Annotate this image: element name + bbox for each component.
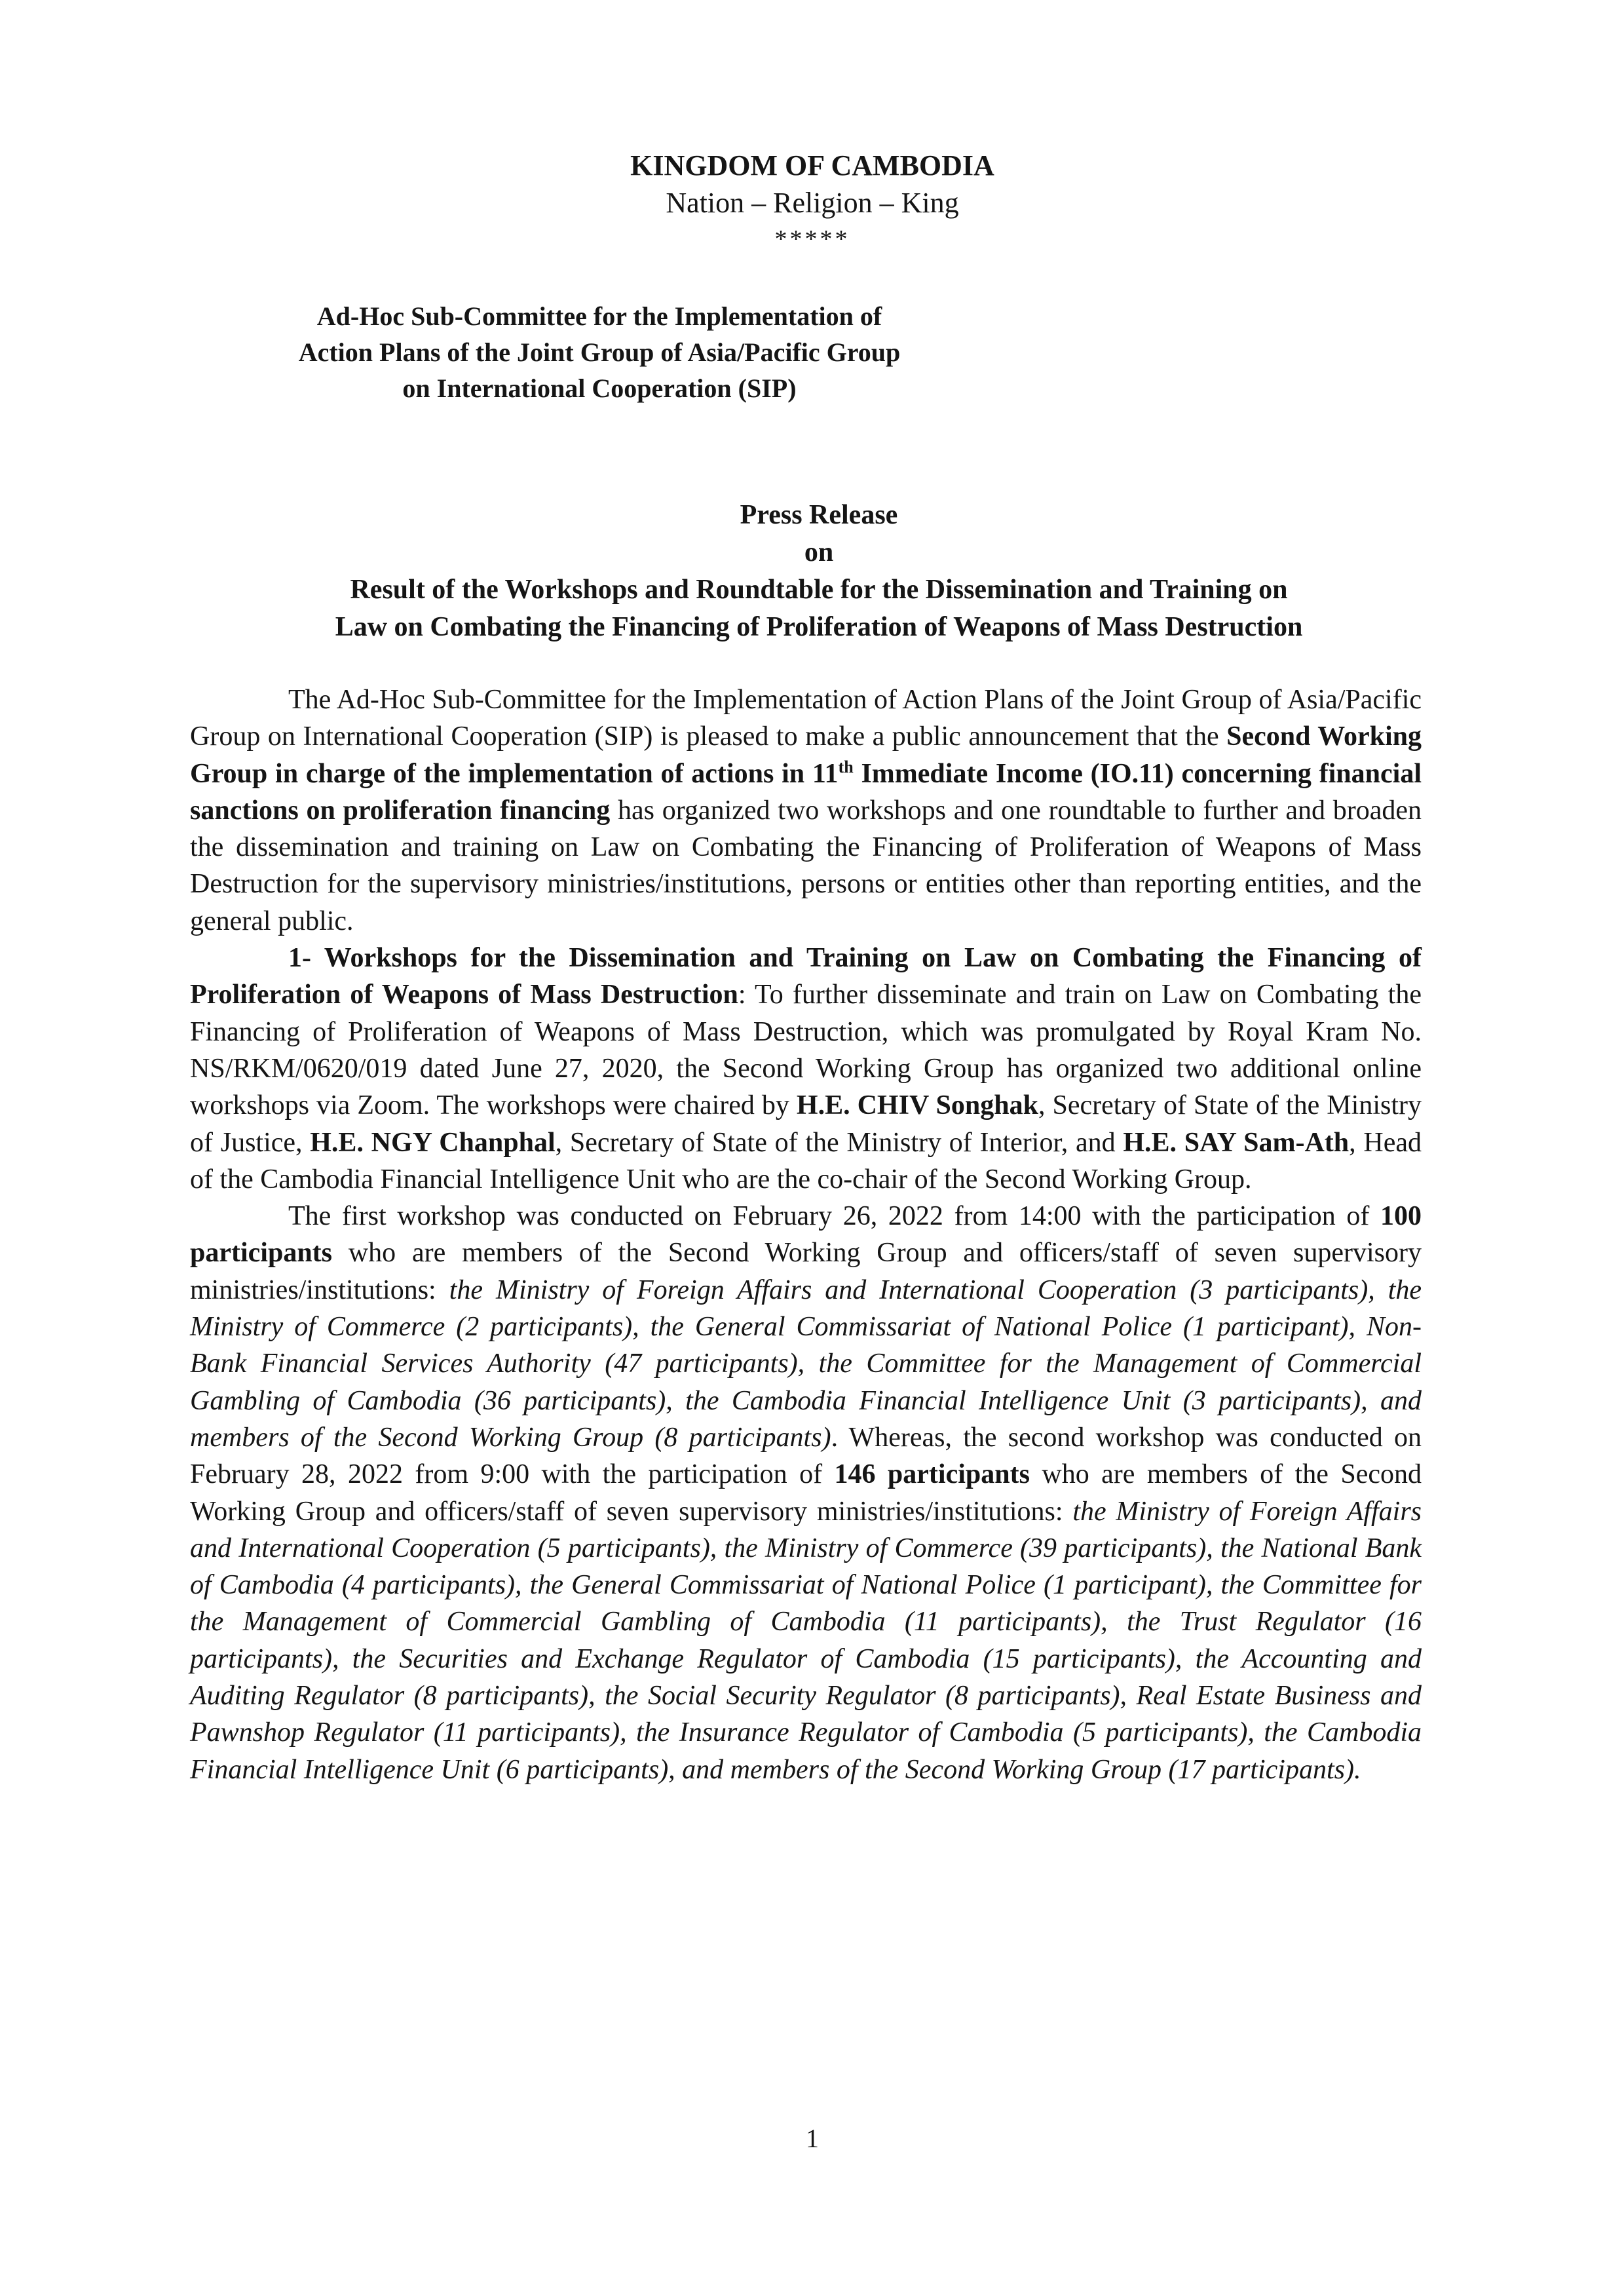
second-workshop-participants-list: the Ministry of Foreign Affairs and International Cooperation (5 participants), the Ministry of Commerce (39 participants), the National Bank of Cambodia (4 participants), the General Commissariat of National Police (1 participant), the Committee for the Management of Commercial Gambling of Cambodia (11 participants), the Trust Regulator (16 participants), the Securities and Exchange Regulator of Cambodia (15 participants), the Accounting and Auditing Regulator (8 participants), the Social Security Regulator (8 participants), Real Estate Business and Pawnshop Regulator (11 participants), the Insurance Regulator of Cambodia (5 participants), the Cambodia Financial Intelligence Unit (6 participants), and members of the Second Working Group (17 participants).: [190, 1496, 1422, 1785]
document-body: [190, 681, 1422, 1788]
header-separator: *****: [774, 225, 850, 253]
page-number: 1: [806, 2124, 819, 2153]
committee-line-3: on International Cooperation (SIP): [402, 373, 797, 403]
first-workshop-text: The first workshop was conducted on February 26, 2022 from 14:00 with the participation of: [288, 1201, 1380, 1232]
intro-paragraph: [190, 681, 1422, 940]
issuing-committee: [197, 298, 1002, 406]
second-workshop-text-2: who are members of the Second Working Group and officers/staff of seven supervisory ministries/institutions:: [190, 1459, 1422, 1527]
press-release-title-block: [164, 497, 1474, 646]
workshops-paragraph: [190, 1198, 1422, 1788]
document-header: [419, 147, 1205, 256]
press-release-subject-line-1: Result of the Workshops and Roundtable for the Dissemination and Training on: [350, 575, 1288, 605]
chair-1-role: , Secretary of State of the Ministry of Justice,: [190, 1090, 1422, 1158]
press-release-on: on: [804, 537, 834, 567]
intro-bold-2: Immediate Income (IO.11) concerning financial sanctions on proliferation financing: [190, 758, 1422, 826]
section-1-text: : To further disseminate and train on Law on Combating the Financing of Proliferation of Weapons of Mass Destruction, which was promulgated by Royal Kram No. NS/RKM/0620/019 dated June 27, 2020, the Second Working Group has organized two additional online workshops via Zoom. The workshops were chaired by: [190, 980, 1422, 1121]
chair-3-name: H.E. SAY Sam-Ath: [1123, 1127, 1350, 1158]
intro-text-2: has organized two workshops and one roundtable to further and broaden the dissemination and training on Law on Combating the Financing of Proliferation of Weapons of Mass Destruction for the supervisory ministries/institutions, persons or entities other than reporting entities, and the general public.: [190, 795, 1422, 936]
chair-3-role: , Head of the Cambodia Financial Intelligence Unit who are the co-chair of the Second Working Group.: [190, 1127, 1422, 1195]
press-release-title: Press Release: [740, 500, 898, 530]
first-workshop-participants-list: the Ministry of Foreign Affairs and International Cooperation (3 participants), the Ministry of Commerce (2 participants), the General Commissariat of National Police (1 participant), Non-Bank Financial Services Authority (47 participants), the Committee for the Management of Commercial Gambling of Cambodia (36 participants), the Cambodia Financial Intelligence Unit (3 participants), and members of the Second Working Group (8 participants): [190, 1274, 1422, 1453]
second-workshop-count: 146 participants: [834, 1459, 1030, 1490]
chair-2-name: H.E. NGY Chanphal: [310, 1127, 556, 1158]
intro-text-1: The Ad-Hoc Sub-Committee for the Implementation of Action Plans of the Joint Group of Asia/Pacific Group on International Cooperation (SIP) is pleased to make a public announcement that the: [190, 685, 1422, 752]
first-workshop-text-2: who are members of the Second Working Group and officers/staff of seven supervisory ministries/institutions:: [190, 1238, 1422, 1305]
committee-line-1: Ad-Hoc Sub-Committee for the Implementation of: [316, 301, 882, 331]
section-1-paragraph: [190, 940, 1422, 1198]
chair-1-name: H.E. CHIV Songhak: [796, 1090, 1038, 1121]
first-workshop-count: 100 participants: [190, 1201, 1422, 1269]
section-1-heading: 1- Workshops for the Dissemination and Training on Law on Combating the Financing of Proliferation of Weapons of Mass Destruction: [190, 943, 1422, 1010]
committee-line-2: Action Plans of the Joint Group of Asia/Pacific Group: [298, 337, 901, 367]
country-name: KINGDOM OF CAMBODIA: [630, 149, 994, 182]
second-workshop-text: . Whereas, the second workshop was conducted on February 28, 2022 from 9:00 with the participation of: [190, 1422, 1422, 1490]
intro-superscript: th: [838, 757, 854, 776]
intro-bold-1: Second Working Group in charge of the implementation of actions in 11: [190, 721, 1422, 789]
press-release-subject-line-2: Law on Combating the Financing of Proliferation of Weapons of Mass Destruction: [335, 612, 1303, 642]
national-motto: Nation – Religion – King: [666, 187, 959, 219]
chair-2-role: , Secretary of State of the Ministry of Interior, and: [555, 1127, 1124, 1158]
